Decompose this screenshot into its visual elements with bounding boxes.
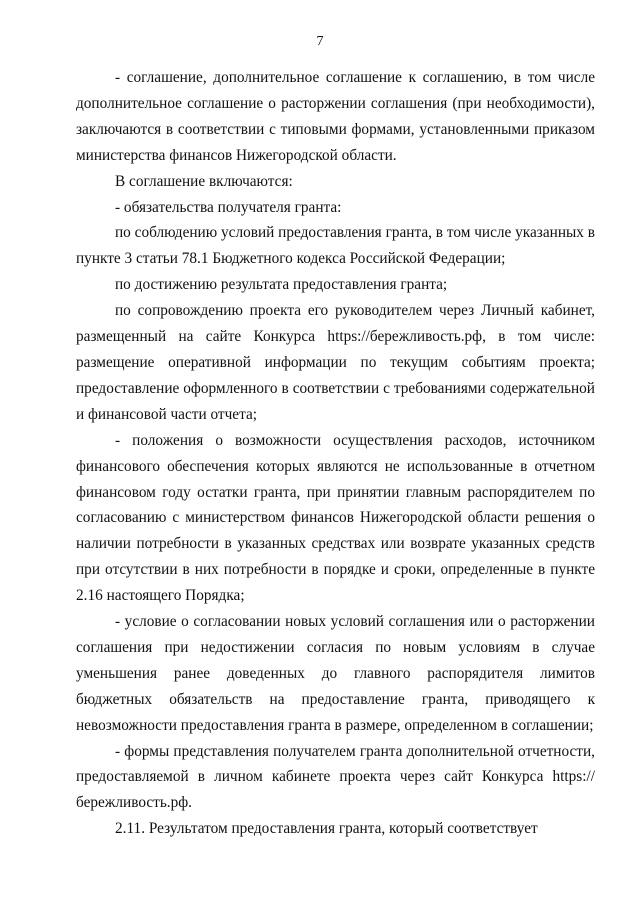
page-number: 7 xyxy=(316,34,324,49)
paragraph-grant-result: 2.11. Результатом предоставления гранта, который соответствует xyxy=(115,820,538,838)
paragraph-compliance-conditions: по соблюдению условий предоставления гранта, в том числе указанных в пункте 3 статьи 78.1 Бюджетного кодекса Российской Федерации; xyxy=(76,224,595,268)
paragraph-reporting-forms: - формы представления получателем гранта дополнительной отчетности, предоставляемой в личном кабинете проекта через сайт Конкурса https://бережливость.рф. xyxy=(76,742,595,812)
paragraph-unused-balances: - положения о возможности осуществления расходов, источником финансового обеспечения которых являются не использованные в отчетном финансовом году остатки гранта, при принятии главным распорядителем по согласованию с министерством финансов Нижегородской области решения о наличии потребности в указанных средствах или возврате указанных средств при отсутствии в них потребности в порядке и сроки, определенные в пункте 2.16 настоящего Порядка; xyxy=(76,431,595,605)
document-body xyxy=(76,65,595,842)
paragraph-recipient-obligations: - обязательства получателя гранта: xyxy=(115,198,342,216)
paragraph-agreement-includes: В соглашение включаются: xyxy=(115,172,293,190)
paragraph-agreement-forms: - соглашение, дополнительное соглашение к соглашению, в том числе дополнительное соглашение о расторжении соглашения (при необходимости), заключаются в соответствии с типовыми формами, установленными приказом министерства финансов Нижегородской области. xyxy=(76,69,595,164)
paragraph-result-achievement: по достижению результата предоставления гранта; xyxy=(115,276,448,294)
paragraph-project-support: по сопровождению проекта его руководителем через Личный кабинет, размещенный на сайте Конкурса https://бережливость.рф, в том числе: размещение оперативной информации по текущим событиям проекта; предоставление оформленного в соответствии с требованиями содержательной и финансовой части отчета; xyxy=(76,302,595,423)
paragraph-new-conditions: - условие о согласовании новых условий соглашения или о расторжении соглашения при недостижении согласия по новым условиям в случае уменьшения ранее доведенных до главного распорядителя лимитов бюджетных обязательств на предоставление гранта, приводящего к невозможности предоставления гранта в размере, определенном в соглашении; xyxy=(76,613,595,734)
